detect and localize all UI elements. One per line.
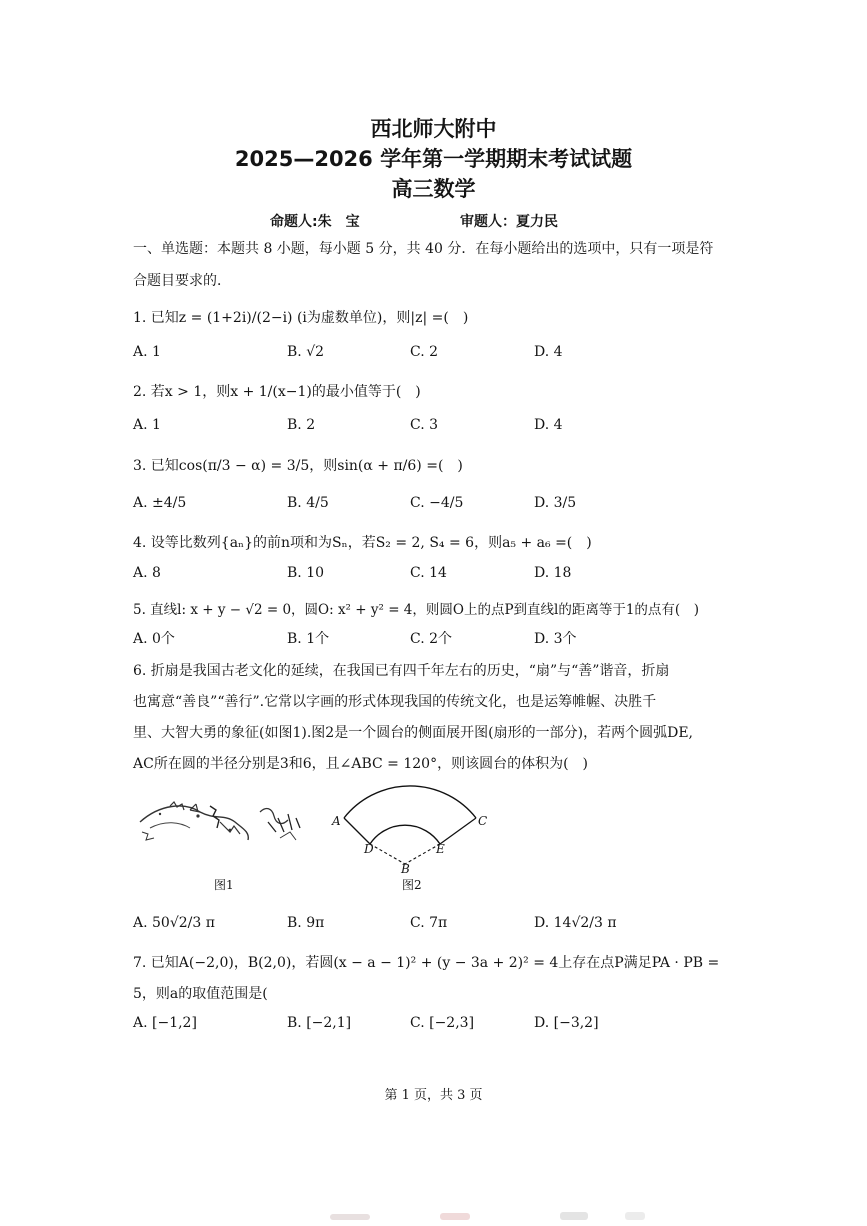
question-6-stem-line1: 6. 折扇是我国古老文化的延续，在我国已有四千年左右的历史，“扇”与“善”谐音，折扇: [133, 663, 670, 679]
segment-eb-dashed: [405, 844, 440, 864]
question-5-stem: 5. 直线l: x + y − √2 = 0，圆O: x² + y² = 4，则圆O上的点P到直线l的距离等于1的点有( ): [133, 602, 699, 618]
question-3-option-c: C. −4/5: [410, 495, 464, 511]
arc-de: [370, 825, 440, 844]
question-7-option-c: C. [−2,3]: [410, 1015, 475, 1031]
question-1-option-d: D. 4: [534, 344, 563, 360]
question-2-option-a: A. 1: [133, 417, 161, 433]
question-2-stem: 2. 若x > 1，则x + 1/(x−1)的最小值等于( ): [133, 384, 421, 400]
scan-artifact: [625, 1212, 645, 1220]
question-4-option-d: D. 18: [534, 565, 572, 581]
question-7-stem-line2: 5，则a的取值范围是(: [133, 986, 268, 1002]
question-7-option-b: B. [−2,1]: [287, 1015, 352, 1031]
point-d-label: D: [364, 842, 374, 856]
question-4-option-c: C. 14: [410, 565, 447, 581]
question-5-option-a: A. 0个: [133, 631, 175, 647]
question-3-option-b: B. 4/5: [287, 495, 329, 511]
segment-ad: [344, 818, 370, 844]
question-5-option-b: B. 1个: [287, 631, 330, 647]
segment-ce: [440, 818, 476, 844]
question-7-stem-line1: 7. 已知A(−2,0)，B(2,0)，若圆(x − a − 1)² + (y − 3a + 2)² = 4上存在点P满足PA · PB =: [133, 955, 720, 971]
question-6-option-d: D. 14√2/3 π: [534, 915, 617, 931]
segment-db-dashed: [370, 844, 405, 864]
reviewer-line: 审题人：夏力民: [460, 214, 558, 230]
question-6-option-c: C. 7π: [410, 915, 448, 931]
point-b-label: B: [401, 862, 410, 876]
question-1-option-b: B. √2: [287, 344, 325, 360]
question-6-option-b: B. 9π: [287, 915, 325, 931]
question-3-stem: 3. 已知cos(π/3 − α) = 3/5，则sin(α + π/6) =( ): [133, 458, 463, 474]
question-5-option-c: C. 2个: [410, 631, 453, 647]
question-7-option-d: D. [−3,2]: [534, 1015, 599, 1031]
question-7-option-a: A. [−1,2]: [133, 1015, 197, 1031]
figure-1-caption: 图1: [214, 878, 234, 892]
question-1-option-a: A. 1: [133, 344, 161, 360]
section-instructions-line1: 一、单选题：本题共 8 小题，每小题 5 分，共 40 分．在每小题给出的选项中，只有一项是符: [133, 241, 714, 257]
question-2-option-c: C. 3: [410, 417, 439, 433]
question-4-option-b: B. 10: [287, 565, 325, 581]
question-3-option-d: D. 3/5: [534, 495, 577, 511]
exam-term-title: 2025—2026 学年第一学期期末考试试题: [234, 147, 633, 171]
fan-painting-icon: [130, 792, 310, 852]
question-6-stem-line4: AC所在圆的半径分别是3和6，且∠ABC = 120°，则该圆台的体积为( ): [133, 756, 589, 772]
question-6-stem-line3: 里、大智大勇的象征(如图1).图2是一个圆台的侧面展开图(扇形的一部分)，若两个圆弧DE,: [133, 725, 694, 741]
scan-artifact: [440, 1213, 470, 1220]
question-3-option-a: A. ±4/5: [133, 495, 187, 511]
subject-title: 高三数学: [391, 177, 476, 201]
question-2-option-d: D. 4: [534, 417, 563, 433]
point-a-label: A: [332, 814, 341, 828]
question-6-option-a: A. 50√2/3 π: [133, 915, 215, 931]
section-instructions-line2: 合题目要求的．: [133, 273, 231, 289]
figure-1-fan-painting: [130, 792, 310, 852]
question-1-stem: 1. 已知z = (1+2i)/(2−i) (i为虚数单位)，则|z| =( ): [133, 310, 469, 326]
figure-2-sector-diagram: [330, 780, 490, 875]
question-4-stem: 4. 设等比数列{aₙ}的前n项和为Sₙ，若S₂ = 2, S₄ = 6，则a₅ + a₆ =( ): [133, 535, 592, 551]
question-6-stem-line2: 也寓意“善良”“善行”.它常以字画的形式体现我国的传统文化，也是运筹帷幄、决胜千: [133, 694, 657, 710]
arc-ac: [344, 786, 476, 818]
question-4-option-a: A. 8: [133, 565, 161, 581]
figure-2-caption: 图2: [402, 878, 422, 892]
question-2-option-b: B. 2: [287, 417, 316, 433]
page-footer: 第 1 页，共 3 页: [384, 1088, 483, 1103]
point-c-label: C: [478, 814, 488, 828]
scan-artifact: [330, 1214, 370, 1220]
question-5-option-d: D. 3个: [534, 631, 577, 647]
question-1-option-c: C. 2: [410, 344, 439, 360]
school-name: 西北师大附中: [370, 117, 497, 141]
point-e-label: E: [436, 842, 445, 856]
author-line: 命题人:朱 宝: [270, 214, 360, 230]
scan-artifact: [560, 1212, 588, 1220]
